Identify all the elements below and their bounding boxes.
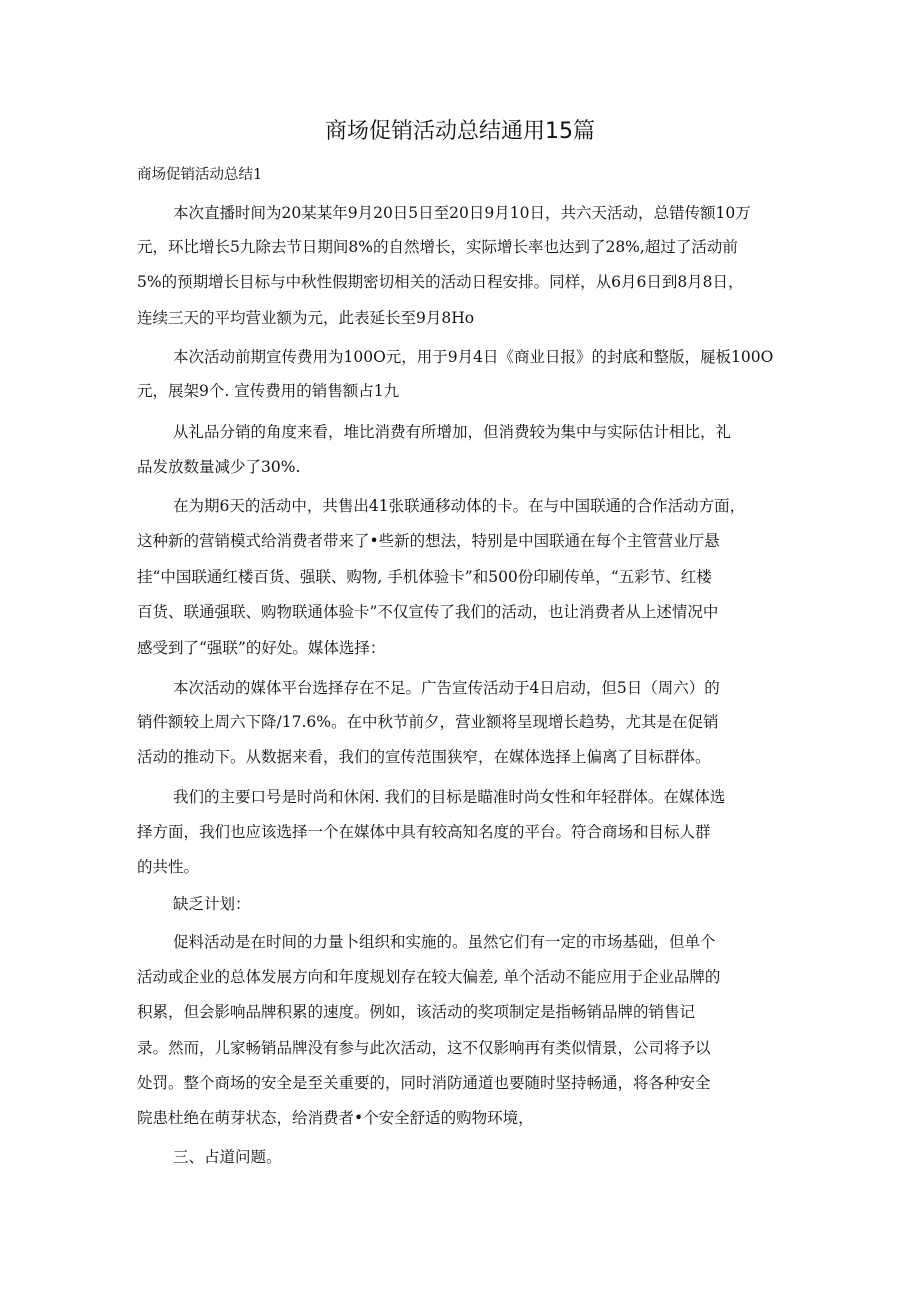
paragraph-line: 百货、联通强联、购物联通体验卡”不仅宣传了我们的活动，也让消费者从上述情况中 xyxy=(137,603,719,621)
paragraph-line: 元，环比增长5九除去节日期间8%的自然增长，实际增长率也达到了28%,超过了活动前 xyxy=(137,238,738,256)
paragraph-line: 连续三天的平均营业额为元，此表延长至9月8Ho xyxy=(137,309,475,327)
paragraph-line: 缺乏计划： xyxy=(173,895,251,913)
section-heading: 商场促销活动总结1 xyxy=(137,167,263,183)
paragraph-line: 录。然而，儿家畅销品牌没有参与此次活动，这不仅影响再有类似情景，公司将予以 xyxy=(137,1039,711,1057)
paragraph-line: 品发放数量减少了30%. xyxy=(137,458,301,476)
paragraph-line: 在为期6天的活动中，共售出41张联通移动体的卡。在与中国联通的合作活动方面， xyxy=(173,497,746,515)
paragraph-line: 挂“中国联通红楼百货、强联、购物, 手机体验卡”和500份印刷传单，“五彩节、红楼 xyxy=(137,568,712,586)
paragraph-line: 处罚。整个商场的安全是至关重要的，同时消防通道也要随时坚持畅通，将各种安全 xyxy=(137,1074,711,1092)
paragraph-line: 5%的预期增长目标与中秋性假期密切相关的活动日程安排。同样，从6月6日到8月8日， xyxy=(137,273,744,291)
paragraph-line: 销件额较上周六下降/17.6%。在中秋节前夕，营业额将呈现增长趋势，尤其是在促销 xyxy=(137,713,719,731)
paragraph-line: 院患杜绝在萌芽状态，给消费者•个安全舒适的购物环境， xyxy=(137,1109,534,1127)
paragraph-line: 的共性。 xyxy=(137,858,200,876)
paragraph-line: 积累，但会影响品牌积累的速度。例如，该活动的奖项制定是指畅销品牌的销售记 xyxy=(137,1003,696,1021)
paragraph-line: 促料活动是在时间的力量卜组织和实施的。虽然它们有一定的市场基础，但单个 xyxy=(173,933,716,951)
paragraph-line: 本次活动的媒体平台选择存在不足。广告宣传活动于4日启动，但5日（周六）的 xyxy=(173,679,720,697)
paragraph-line: 本次直播时间为20某某年9月20日5日至20日9月10日，共六天活动，总错传额10万 xyxy=(173,204,751,222)
paragraph-line: 元，展架9个. 宣传费用的销售额占1九 xyxy=(137,382,400,400)
paragraph-line: 活动或企业的总体发展方向和年度规划存在较大偏差, 单个活动不能应用于企业品牌的 xyxy=(137,968,721,986)
paragraph-line: 感受到了“强联”的好处。媒体选择： xyxy=(137,639,386,657)
paragraph-line: 择方面，我们也应该选择一个在媒体中具有较高知名度的平台。符合商场和目标人群 xyxy=(137,823,711,841)
document-title: 商场促销活动总结通用15篇 xyxy=(325,119,595,144)
paragraph-line: 本次活动前期宣传费用为100O元，用于9月4日《商业日报》的封底和整版，屣板100O xyxy=(173,348,774,366)
paragraph-line: 从礼品分销的角度来看，堆比消费有所增加，但消费较为集中与实际估计相比，礼 xyxy=(173,423,732,441)
paragraph-line: 活动的推动下。从数据来看，我们的宣传范围狭窄，在媒体选择上偏离了目标群体。 xyxy=(137,748,711,766)
paragraph-line: 我们的主要口号是时尚和休闲. 我们的目标是瞄准时尚女性和年轻群体。在媒体选 xyxy=(173,788,726,806)
paragraph-line: 这种新的营销模式给消费者带来了•些新的想法，特别是中国联通在每个主管营业厅悬 xyxy=(137,532,720,550)
paragraph-line: 三、占道问题。 xyxy=(173,1148,282,1166)
